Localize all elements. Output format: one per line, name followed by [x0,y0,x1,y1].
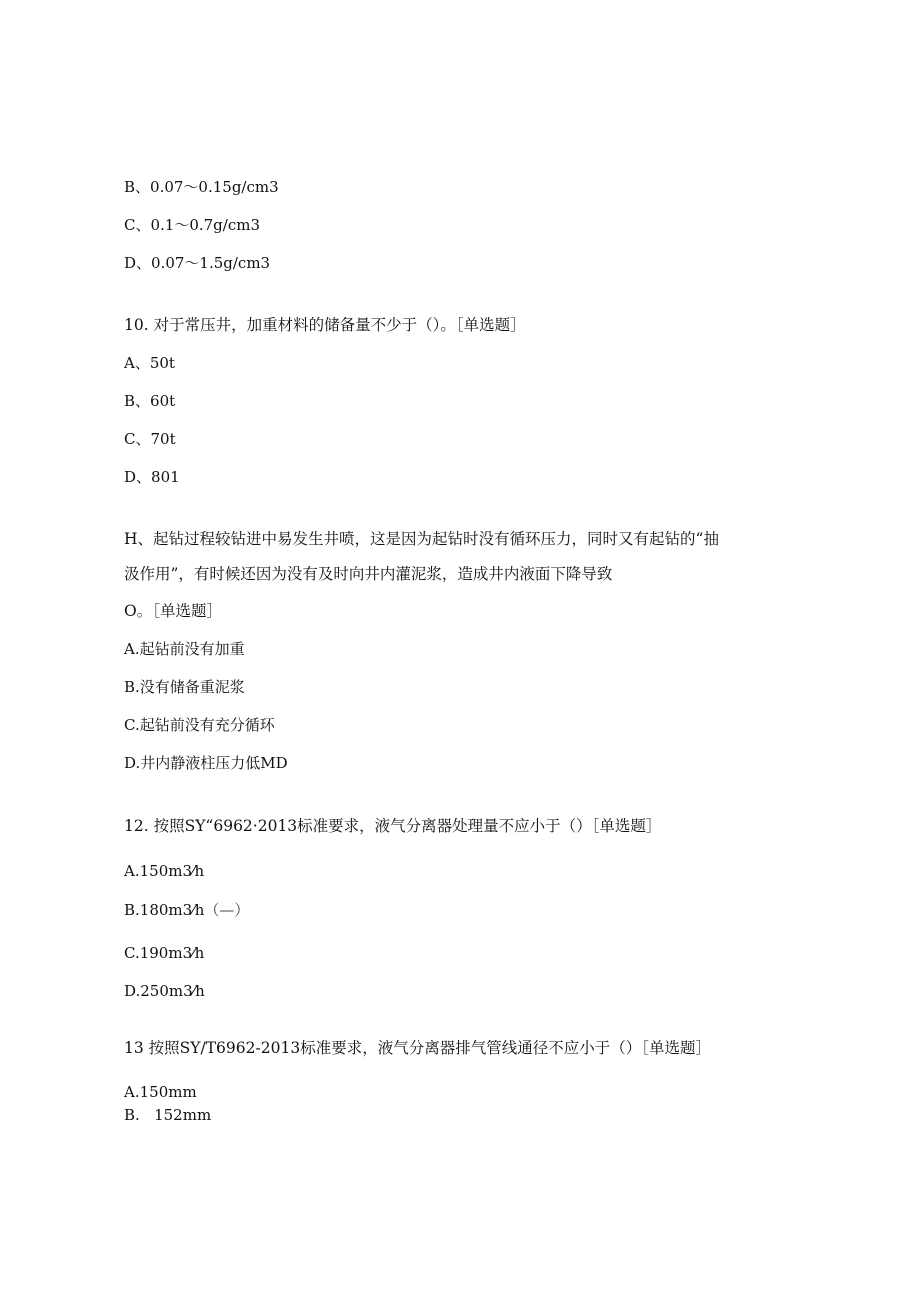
q13-stem: 13 按照SY/T6962-2013标准要求，液气分离器排气管线通径不应小于（）［单选题］ [124,1039,711,1057]
q12-stem: 12. 按照SY“6962·2013标准要求，液气分离器处理量不应小于（）［单选题］ [124,817,662,835]
q12-option-b-text: B.180m3⁄h [124,901,205,919]
q10-option-d: D、801 [124,468,180,486]
q11-option-c: C.起钻前没有充分循环 [124,716,275,734]
q10-option-b: B、60t [124,392,176,410]
q13-option-a: A.150mm [124,1083,197,1101]
q13-option-b: B. 152mm [124,1106,212,1124]
q12-option-a: A.150m3⁄h [124,862,205,880]
q12-option-b [124,900,249,920]
q9-option-b: B、0.07～0.15g/cm3 [124,178,279,196]
q10-option-c: C、70t [124,430,176,448]
q11-stem-line2: 汲作用”，有时候还因为没有及时向井内灌泥浆，造成井内液面下降导致 [124,565,613,583]
q11-stem-line3: O。［单选题］ [124,602,222,620]
q9-option-d: D、0.07～1.5g/cm3 [124,254,271,272]
q11-option-d: D.井内静液柱压力低MD [124,754,288,772]
q11-option-a: A.起钻前没有加重 [124,640,245,658]
q10-stem: 10. 对于常压井，加重材料的储备量不少于（）。［单选题］ [124,316,526,334]
q12-option-d: D.250m3⁄h [124,982,205,1000]
q12-option-c: C.190m3⁄h [124,944,205,962]
q10-option-a: A、50t [124,354,175,372]
q11-stem-line1: H、起钻过程较钻进中易发生井喷，这是因为起钻时没有循环压力，同时又有起钻的“抽 [124,530,719,548]
q11-option-b: B.没有储备重泥浆 [124,678,245,696]
q9-option-c: C、0.1～0.7g/cm3 [124,216,261,234]
q12-option-b-note: （—） [204,901,250,919]
